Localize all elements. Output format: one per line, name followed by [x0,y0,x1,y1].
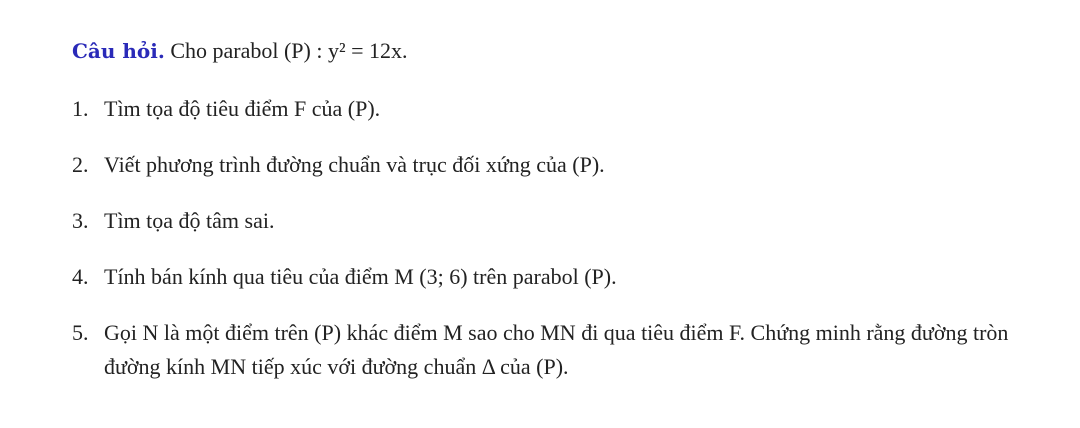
question-items-list [72,92,1052,406]
list-item [72,204,1052,238]
item-number: 2. [72,152,89,177]
question-text: Cho parabol (P) : y² = 12x. [170,38,408,63]
list-item [72,148,1052,182]
item-number: 1. [72,96,89,121]
item-text: Viết phương trình đường chuẩn và trục đối xứng của (P). [104,152,605,177]
list-item [72,316,1052,384]
list-item [72,260,1052,294]
question-label: Câu hỏi. [72,39,165,63]
item-text: Tìm tọa độ tiêu điểm F của (P). [104,96,381,121]
item-number: 4. [72,264,89,289]
item-text: Tính bán kính qua tiêu của điểm M (3; 6) trên parabol (P). [104,264,617,289]
question-statement [72,36,407,66]
item-text: Gọi N là một điểm trên (P) khác điểm M sao cho MN đi qua tiêu điểm F. Chứng minh rằng đường tròn đường kính MN tiếp xúc với đường chuẩn Δ của (P). [104,320,1009,379]
item-number: 5. [72,320,89,345]
item-text: Tìm tọa độ tâm sai. [104,208,275,233]
list-item [72,92,1052,126]
item-number: 3. [72,208,89,233]
